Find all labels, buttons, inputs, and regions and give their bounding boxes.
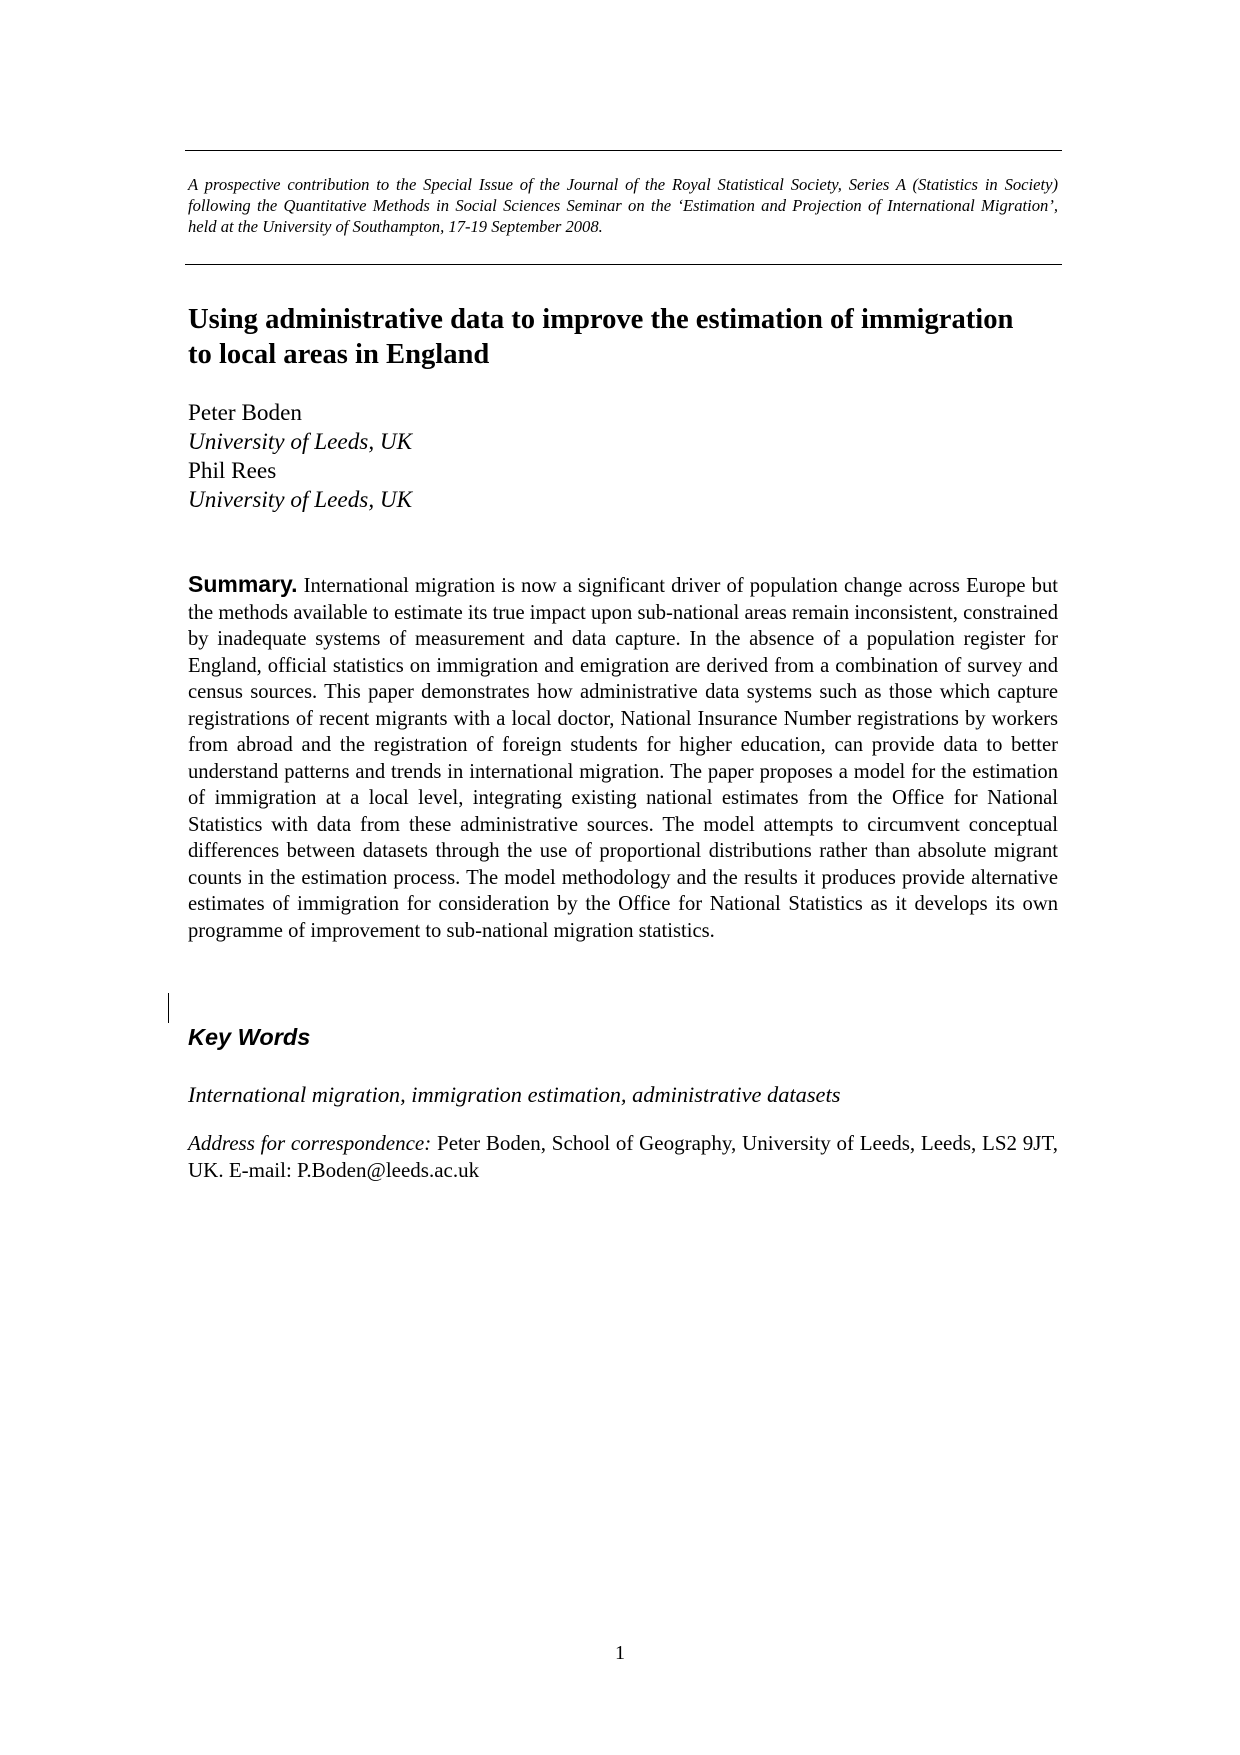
author-list	[188, 399, 788, 515]
author-affiliation: University of Leeds, UK	[188, 429, 413, 455]
title-line-2: to local areas in England	[188, 339, 490, 370]
correspondence-text: Peter Boden, School of Geography, University of Leeds, Leeds, LS2 9JT, UK. E-mail: P.Boden@leeds.ac.uk	[188, 1131, 1058, 1182]
page-number: 1	[615, 1642, 625, 1664]
keywords-list: International migration, immigration estimation, administrative datasets	[188, 1082, 841, 1107]
preface-note: A prospective contribution to the Special Issue of the Journal of the Royal Statistical Society, Series A (Statistics in Society) following the Quantitative Methods in Social Sciences Seminar on the ‘Estimation and Projection of International Migration’, held at the University of Southampton, 17-19 September 2008.	[188, 175, 1058, 236]
summary-paragraph	[188, 571, 1058, 944]
author-affiliation: University of Leeds, UK	[188, 487, 413, 513]
change-bar	[168, 993, 169, 1023]
title-line-1: Using administrative data to improve the estimation of immigration	[188, 304, 1014, 335]
keywords-heading: Key Words	[188, 1024, 311, 1050]
author-name: Phil Rees	[188, 458, 277, 484]
correspondence-address	[188, 1130, 1058, 1183]
summary-label: Summary.	[188, 571, 298, 597]
summary-text: International migration is now a significant driver of population change across Europe but the methods available to estimate its true impact upon sub-national areas remain inconsistent, constrained by inadequate systems of measurement and data capture. In the absence of a population register for England, official statistics on immigration and emigration are derived from a combination of survey and census sources. This paper demonstrates how administrative data systems such as those which capture registrations of recent migrants with a local doctor, National Insurance Number registrations by workers from abroad and the registration of foreign students for higher education, can provide data to better understand patterns and trends in international migration. The paper proposes a model for the estimation of immigration at a local level, integrating existing national estimates from the Office for National Statistics with data from these administrative sources. The model attempts to circumvent conceptual differences between datasets through the use of proportional distributions rather than absolute migrant counts in the estimation process. The model methodology and the results it produces provide alternative estimates of immigration for consideration by the Office for National Statistics as it develops its own programme of improvement to sub-national migration statistics.	[188, 575, 1058, 942]
paper-title	[188, 302, 1068, 372]
bottom-rule	[185, 264, 1062, 265]
top-rule	[185, 150, 1062, 151]
author-name: Peter Boden	[188, 400, 302, 426]
correspondence-label: Address for correspondence:	[188, 1131, 432, 1155]
